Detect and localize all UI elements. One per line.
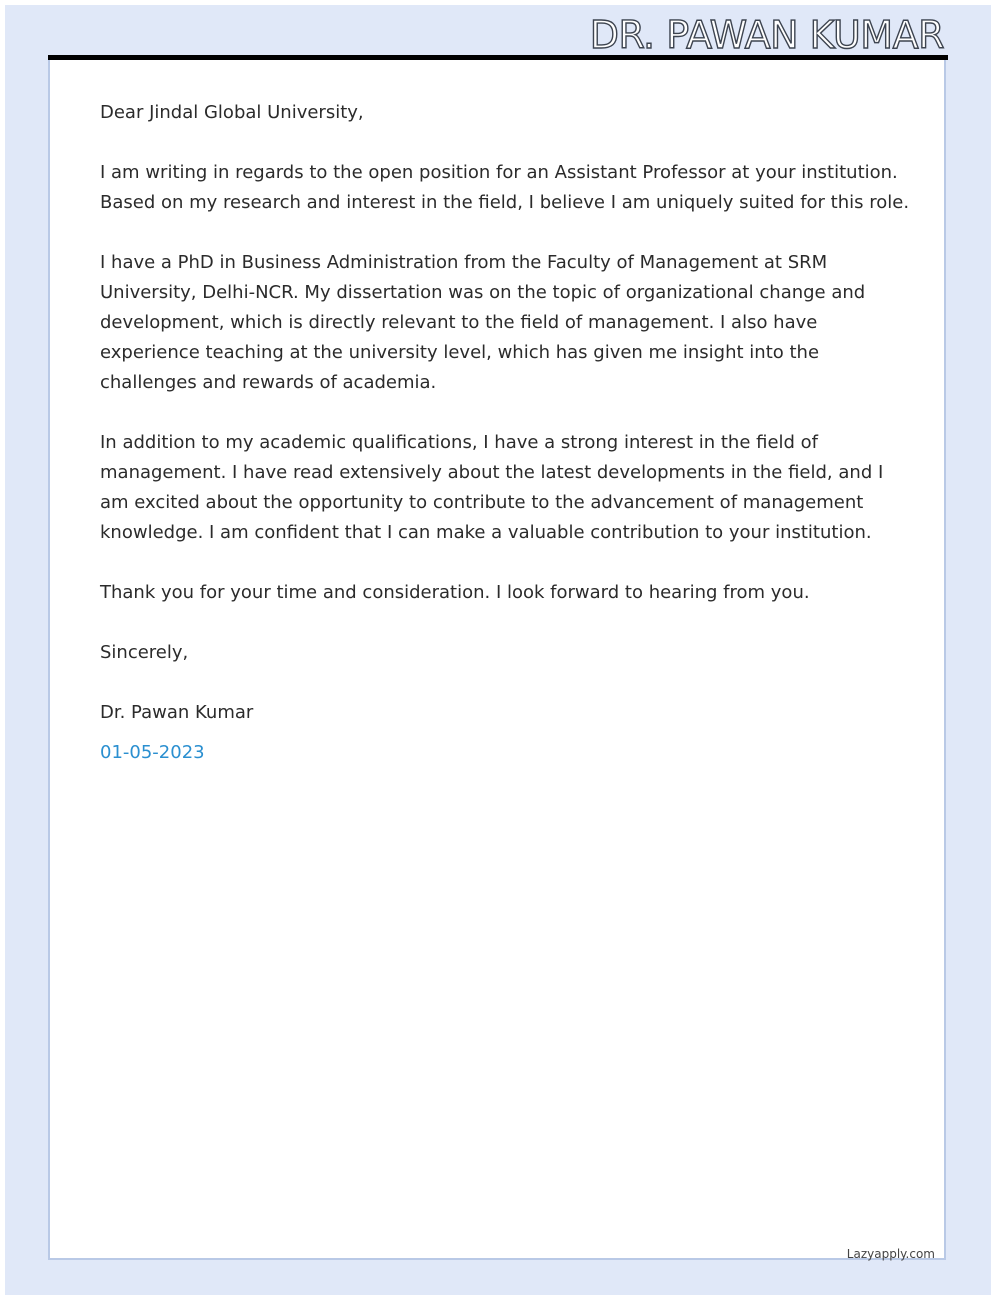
letter-date: 01-05-2023 bbox=[100, 742, 205, 763]
letter-paragraph-1: I am writing in regards to the open position for an Assistant Professor at your institution. Based on my research and interest in the field, I believe I am uniquely suited for this role. bbox=[100, 162, 910, 213]
letter-signature: Dr. Pawan Kumar bbox=[100, 702, 254, 723]
letter-closing: Sincerely, bbox=[100, 642, 189, 663]
header-name: DR. PAWAN KUMAR bbox=[589, 13, 944, 57]
letter-body bbox=[100, 98, 910, 768]
letter-paragraph-4: Thank you for your time and consideration. I look forward to hearing from you. bbox=[100, 582, 810, 603]
footer-credit: Lazyapply.com bbox=[846, 1247, 935, 1261]
letter-paragraph-2: I have a PhD in Business Administration from the Faculty of Management at SRM University, Delhi-NCR. My dissertation was on the topic of organizational change and development, which is directly relevant to the field of management. I also have experience teaching at the university level, which has given me insight into the challenges and rewards of academia. bbox=[100, 252, 866, 393]
letter-paragraph-3: In addition to my academic qualifications, I have a strong interest in the field of management. I have read extensively about the latest developments in the field, and I am excited about the opportunity to contribute to the advancement of management knowledge. I am confident that I can make a valuable contribution to your institution. bbox=[100, 432, 884, 543]
letter-salutation: Dear Jindal Global University, bbox=[100, 102, 364, 123]
